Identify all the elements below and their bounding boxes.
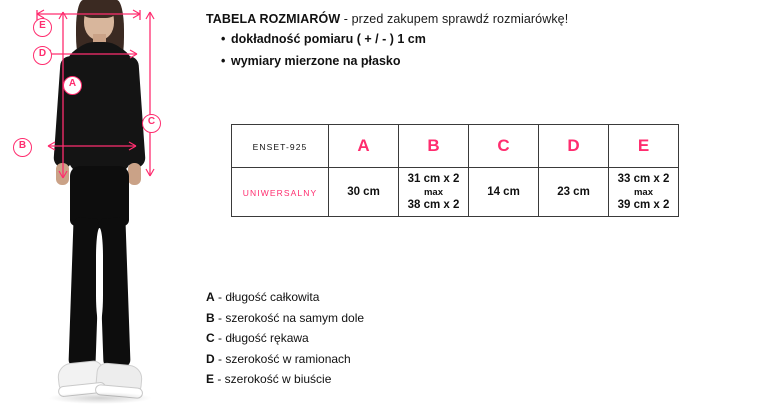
table-header-e [609, 125, 679, 168]
marker-c: C [142, 114, 161, 133]
legend-text: - długość rękawa [214, 331, 309, 345]
measure-value: 23 cm [557, 185, 590, 198]
list-item [221, 54, 426, 69]
table-row [232, 168, 679, 217]
legend-item-a [206, 290, 364, 304]
legend-text: - długość całkowita [214, 290, 320, 304]
legend-item-c [206, 331, 364, 345]
table-header-row [232, 125, 679, 168]
table-cell-d [539, 168, 609, 217]
table-header-c [469, 125, 539, 168]
marker-b: B [13, 138, 32, 157]
size-label: UNIWERSALNY [242, 188, 318, 198]
legend-key: B [206, 310, 215, 325]
legend-key: D [206, 351, 215, 366]
measure-value: 30 cm [347, 185, 380, 198]
measure-value: 31 cm x 2 [407, 172, 460, 185]
note-text: dokładność pomiaru ( + / - ) 1 cm [231, 32, 426, 46]
bullet-dot-icon: • [221, 54, 226, 68]
table-cell-b [399, 168, 469, 217]
legend-text: - szerokość na samym dole [214, 310, 365, 325]
legend-key: A [206, 290, 215, 304]
bullet-dot-icon: • [221, 32, 226, 46]
size-table [231, 124, 679, 217]
notes-list [221, 32, 426, 76]
measure-value: 33 cm x 2 [617, 172, 670, 185]
legend-list [206, 290, 364, 393]
legend-item-b [206, 311, 364, 325]
measure-value-max: 39 cm x 2 [617, 198, 670, 211]
legend-text: - szerokość w ramionach [214, 351, 351, 366]
column-letter: D [567, 136, 580, 155]
legend-key: C [206, 331, 215, 345]
column-letter: E [637, 136, 650, 155]
table-cell-a [329, 168, 399, 217]
column-letter: A [357, 136, 370, 155]
marker-d: D [33, 46, 52, 65]
legend-text: - szerokość w biuście [214, 372, 332, 386]
size-chart-content [206, 0, 768, 414]
legend-item-d [206, 352, 364, 366]
legend-item-e [206, 372, 364, 386]
measure-max-label: max [633, 186, 653, 198]
measurement-guides [0, 0, 196, 414]
product-code: ENSET-925 [252, 142, 308, 152]
table-header-a [329, 125, 399, 168]
model-photo-panel [0, 0, 196, 414]
page-title [206, 12, 568, 26]
column-letter: B [427, 136, 440, 155]
table-cell-product-code [232, 125, 329, 168]
table-cell-c [469, 168, 539, 217]
column-letter: C [497, 136, 510, 155]
measure-value: 14 cm [487, 185, 520, 198]
measure-value-max: 38 cm x 2 [407, 198, 460, 211]
table-cell-e [609, 168, 679, 217]
table-header-d [539, 125, 609, 168]
legend-key: E [206, 372, 215, 386]
marker-e: E [33, 18, 52, 37]
page-title-strong: TABELA ROZMIARÓW [206, 12, 341, 26]
table-cell-size-label [232, 168, 329, 217]
note-text: wymiary mierzone na płasko [231, 54, 401, 68]
table-header-b [399, 125, 469, 168]
measure-max-label: max [423, 186, 443, 198]
list-item [221, 32, 426, 47]
marker-a: A [63, 76, 82, 95]
page-title-rest: - przed zakupem sprawdź rozmiarówkę! [340, 12, 569, 26]
